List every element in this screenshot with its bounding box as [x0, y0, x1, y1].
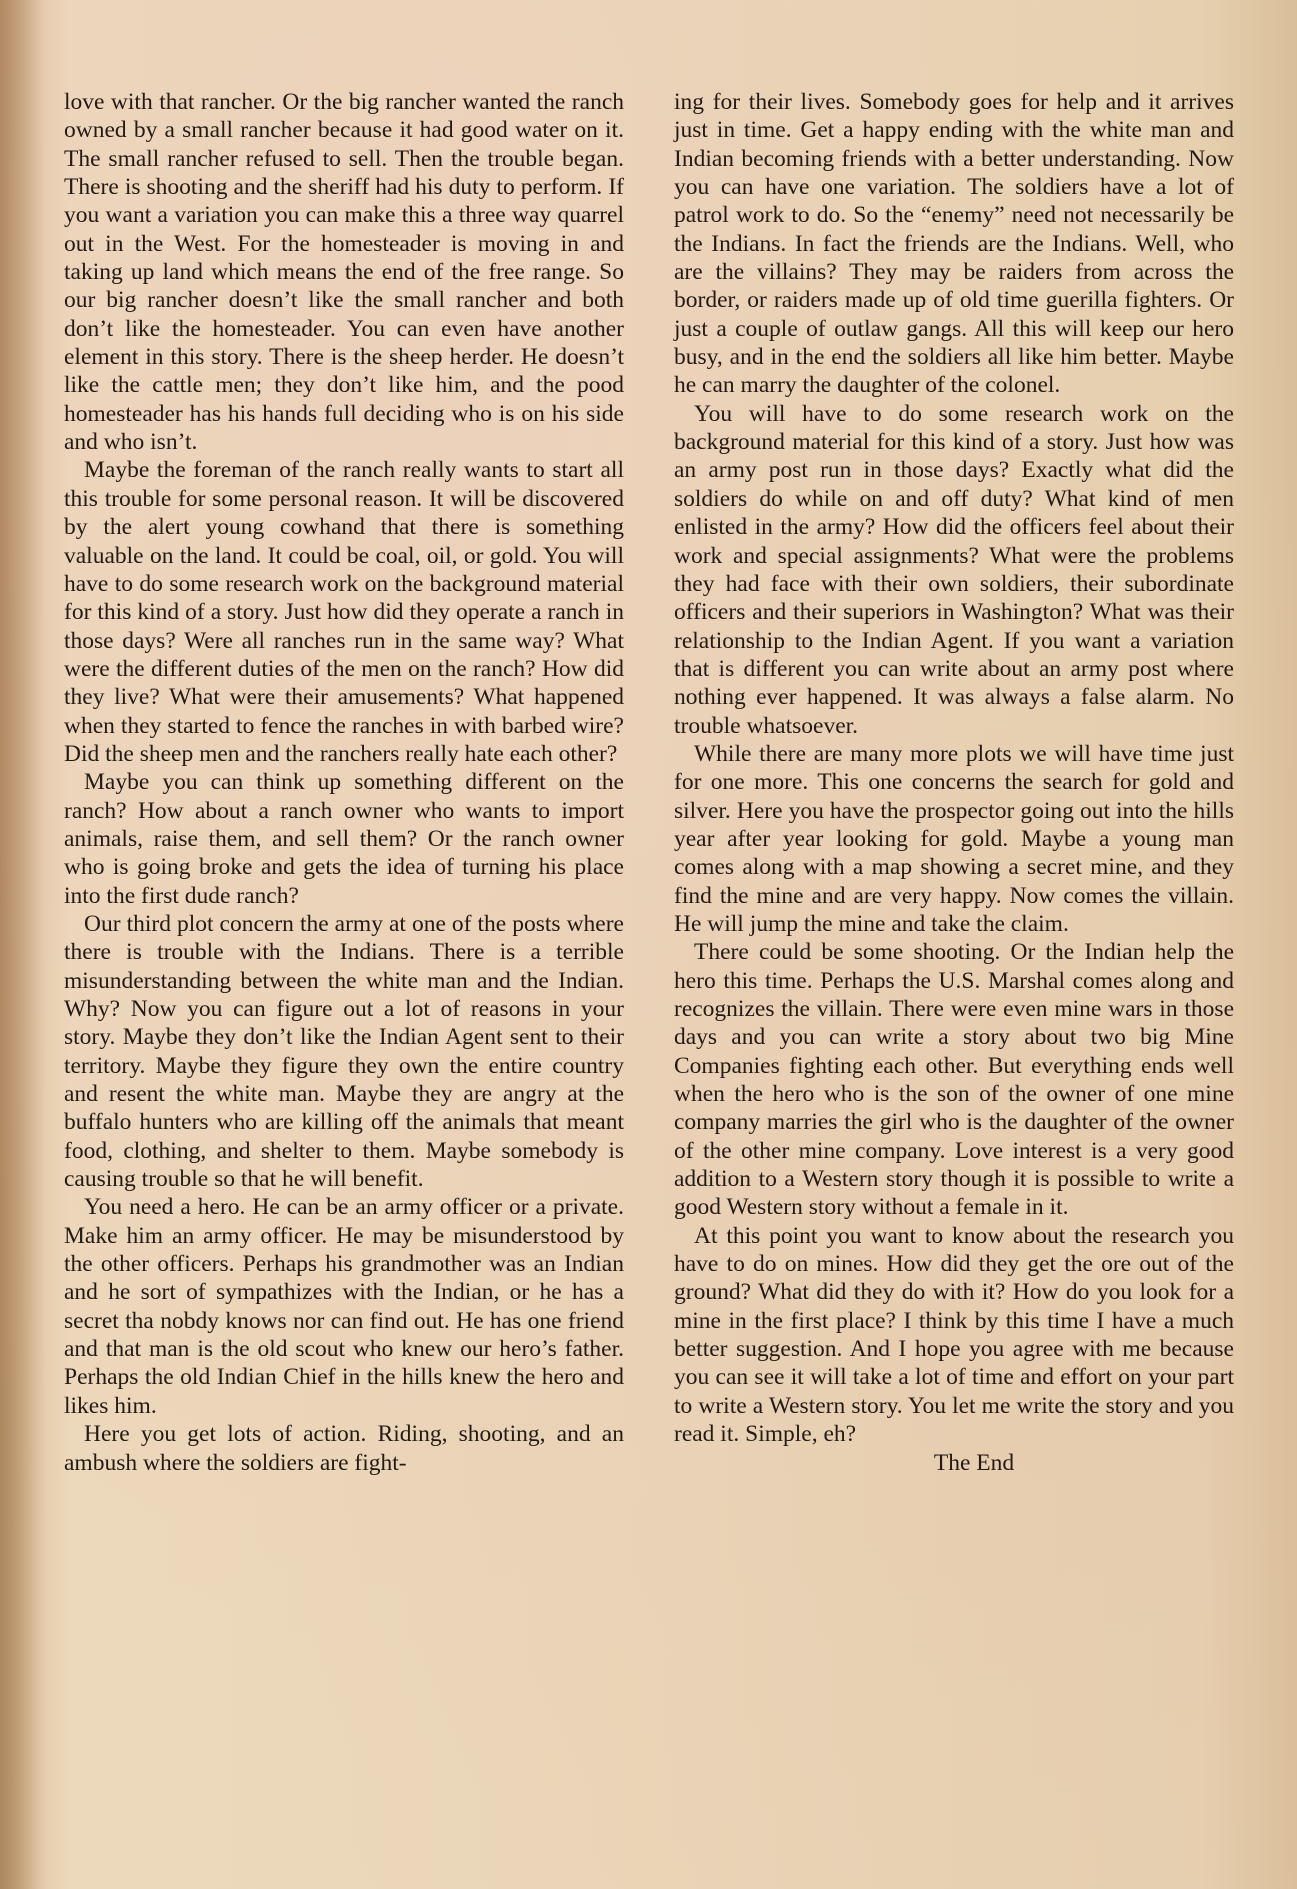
left-text-column	[64, 88, 624, 1477]
paragraph: ing for their lives. Somebody goes for help and it arrives just in time. Get a happy ending with the white man and Indian becoming friends with a better understanding. Now you can have one variation. The soldiers have a lot of patrol work to do. So the “enemy” need not necessarily be the Indians. In fact the friends are the Indians. Well, who are the villains? They may be raiders from across the border, or raiders made up of old time guerilla fighters. Or just a couple of outlaw gangs. All this will keep our hero busy, and in the end the soldiers all like him better. Maybe he can marry the daughter of the colonel.	[674, 89, 1234, 399]
paragraph: Maybe you can think up something different on the ranch? How about a ranch owner who wants to import animals, raise them, and sell them? Or the ranch owner who is going broke and gets the idea of turning his place into the first dude ranch?	[64, 769, 624, 909]
paragraph: Maybe the foreman of the ranch really wants to start all this trouble for some personal reason. It will be discovered by the alert young cowhand that there is something valuable on the land. It could be coal, oil, or gold. You will have to do some research work on the background material for this kind of a story. Just how did they operate a ranch in those days? Were all ranches run in the same way? What were the different duties of the men on the ranch? How did they live? What were their amusements? What happened when they started to fence the ranches in with barbed wire? Did the sheep men and the ranchers really hate each other?	[64, 457, 624, 767]
paragraph: While there are many more plots we will have time just for one more. This one concerns the search for gold and silver. Here you have the prospector going out into the hills year after year looking for gold. Maybe a young man comes along with a map showing a secret mine, and they find the mine and are very happy. Now comes the villain. He will jump the mine and take the claim.	[674, 740, 1234, 937]
paragraph: Here you get lots of action. Riding, shooting, and an ambush where the soldiers are fight-	[64, 1421, 624, 1476]
paragraph: You need a hero. He can be an army officer or a private. Make him an army officer. He may be misunderstood by the other officers. Perhaps his grandmother was an Indian and he sort of sympathizes with the Indian, or he has a secret tha nobdy knows nor can find out. He has one friend and that man is the old scout who knew our hero’s father. Perhaps the old Indian Chief in the hills knew the hero and likes him.	[64, 1194, 624, 1419]
paragraph: There could be some shooting. Or the Indian help the hero this time. Perhaps the U.S. Marshal comes along and recognizes the villain. There were even mine wars in those days and you can write a story about two big Mine Companies fighting each other. But everything ends well when the hero who is the son of the owner of one mine company marries the girl who is the daughter of the owner of the other mine company. Love interest is a very good addition to a Western story though it is possible to write a good Western story without a female in it.	[674, 939, 1234, 1221]
paragraph: love with that rancher. Or the big rancher wanted the ranch owned by a small rancher because it had good water on it. The small rancher refused to sell. Then the trouble began. There is shooting and the sheriff had his duty to perform. If you want a variation you can make this a three way quarrel out in the West. For the homesteader is moving in and taking up land which means the end of the free range. So our big rancher doesn’t like the small rancher and both don’t like the homesteader. You can even have another element in this story. There is the sheep herder. He doesn’t like the cattle men; they don’t like him, and the pood homesteader has his hands full deciding who is on his side and who isn’t.	[64, 89, 624, 456]
the-end-label: The End	[933, 1449, 1015, 1476]
right-text-column	[674, 88, 1234, 1477]
paragraph: Our third plot concern the army at one of the posts where there is trouble with the Indians. There is a terrible misunderstanding between the white man and the Indian. Why? Now you can figure out a lot of reasons in your story. Maybe they don’t like the Indian Agent sent to their territory. Maybe they figure they own the entire country and resent the white man. Maybe they are angry at the buffalo hunters who are killing off the animals that meant food, clothing, and shelter to them. Maybe somebody is causing trouble so that he will benefit.	[64, 910, 624, 1193]
paragraph: You will have to do some research work on the background material for this kind of a story. Just how was an army post run in those days? Exactly what did the soldiers do while on and off duty? What kind of men enlisted in the army? How did the officers feel about their work and special assignments? What were the problems they had face with their own soldiers, their subordinate officers and their superiors in Washington? What was their relationship to the Indian Agent. If you want a variation that is different you can write about an army post where nothing ever happened. It was always a false alarm. No trouble whatsoever.	[674, 400, 1234, 739]
paragraph: At this point you want to know about the research you have to do on mines. How did they get the ore out of the ground? What did they do with it? How do you look for a mine in the first place? I think by this time I have a much better suggestion. And I hope you agree with me because you can see it will take a lot of time and effort on your part to write a Western story. You let me write the story and you read it. Simple, eh?	[674, 1222, 1234, 1448]
